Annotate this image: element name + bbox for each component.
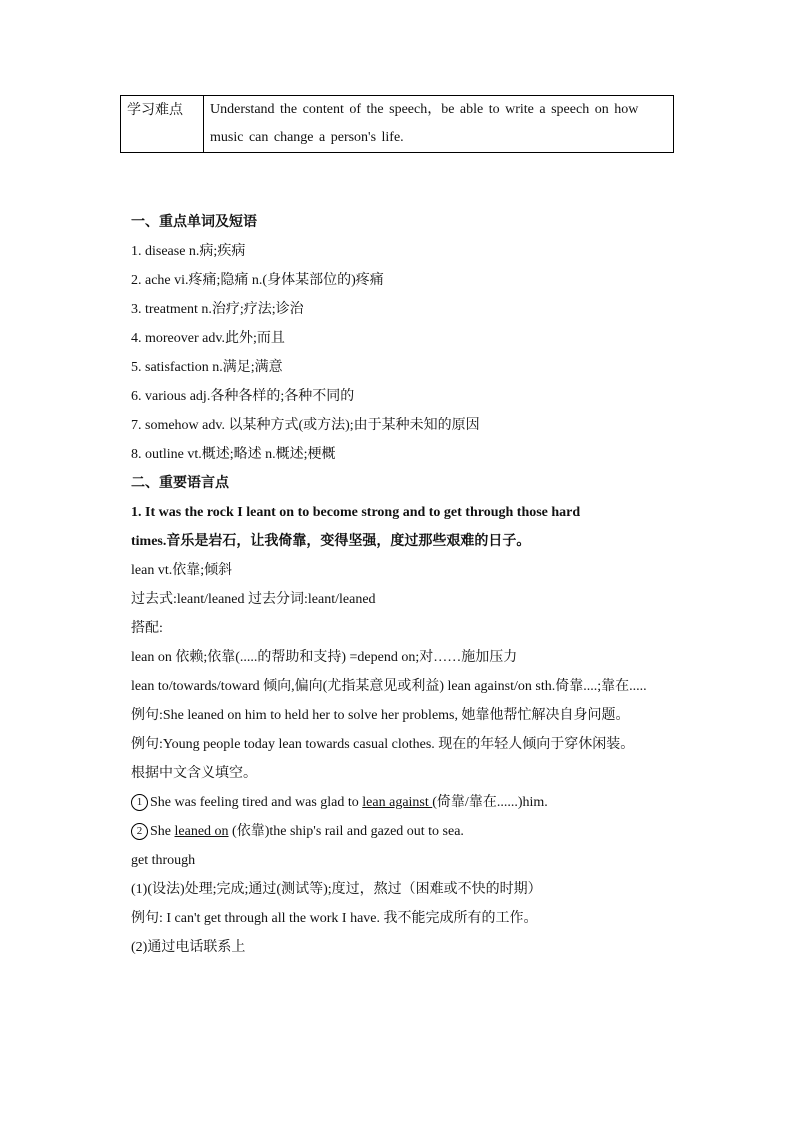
fill-text: She was feeling tired and was glad to [150, 795, 363, 810]
example-sentence: 例句: I can't get through all the work I have. 我不能完成所有的工作。 [131, 911, 538, 926]
learning-difficulty-table [120, 95, 674, 153]
vocab-item: 6. various adj.各种各样的;各种不同的 [131, 389, 355, 404]
circled-number: 2 [131, 823, 148, 840]
point1-translation: times.音乐是岩石，让我倚靠，变得坚强，度过那些艰难的日子。 [131, 534, 531, 549]
vocab-item: 3. treatment n.治疗;疗法;诊治 [131, 302, 304, 317]
example-sentence: 例句:She leaned on him to held her to solve her problems, 她靠他帮忙解决自身问题。 [131, 708, 630, 723]
section2-heading: 二、重要语言点 [131, 475, 229, 491]
fill-text: (倚靠/靠在......)him. [432, 795, 548, 810]
vocab-item: 8. outline vt.概述;略述 n.概述;梗概 [131, 447, 336, 462]
table-label-cell: 学习难点 [121, 96, 204, 153]
lean-forms: 过去式:leant/leaned 过去分词:leant/leaned [131, 592, 376, 607]
collocation-label: 搭配: [131, 621, 163, 636]
example-sentence: 例句:Young people today lean towards casual clothes. 现在的年轻人倾向于穿休闲装。 [131, 737, 635, 752]
table-text-cell: Understand the content of the speech，be able to write a speech on how music can change a person's life. [204, 96, 674, 153]
get-through-meaning-2: (2)通过电话联系上 [131, 940, 246, 955]
fill-text: (依靠)the ship's rail and gazed out to sea. [228, 824, 464, 839]
vocab-item: 5. satisfaction n.满足;满意 [131, 360, 283, 375]
fill-item-2 [131, 817, 671, 846]
point1-sentence: 1. It was the rock I leant on to become strong and to get through those hard [131, 505, 581, 520]
lean-on-phrase: lean on 依赖;依靠(.....的帮助和支持) =depend on;对……施加压力 [131, 650, 518, 665]
table-row [121, 96, 674, 153]
fill-answer: lean against [362, 795, 433, 810]
fill-text: She [150, 824, 175, 839]
lean-towards-phrase: lean to/towards/toward 倾向,偏向(尤指某意见或利益) lean against/on sth.倚靠....;靠在..... [131, 679, 647, 694]
fill-answer: leaned on [174, 824, 229, 839]
document-body [131, 208, 671, 962]
vocab-item: 2. ache vi.疼痛;隐痛 n.(身体某部位的)疼痛 [131, 273, 384, 288]
fill-instruction: 根据中文含义填空。 [131, 766, 257, 781]
circled-number: 1 [131, 794, 148, 811]
fill-item-1 [131, 788, 671, 817]
get-through-meaning-1: (1)(设法)处理;完成;通过(测试等);度过，熬过（困难或不快的时期） [131, 882, 542, 897]
vocab-item: 7. somehow adv. 以某种方式(或方法);由于某种未知的原因 [131, 418, 480, 433]
section1-heading: 一、重点单词及短语 [131, 214, 257, 230]
vocab-item: 4. moreover adv.此外;而且 [131, 331, 285, 346]
lean-definition: lean vt.依靠;倾斜 [131, 563, 233, 578]
vocab-item: 1. disease n.病;疾病 [131, 244, 246, 259]
get-through-phrase: get through [131, 853, 196, 868]
